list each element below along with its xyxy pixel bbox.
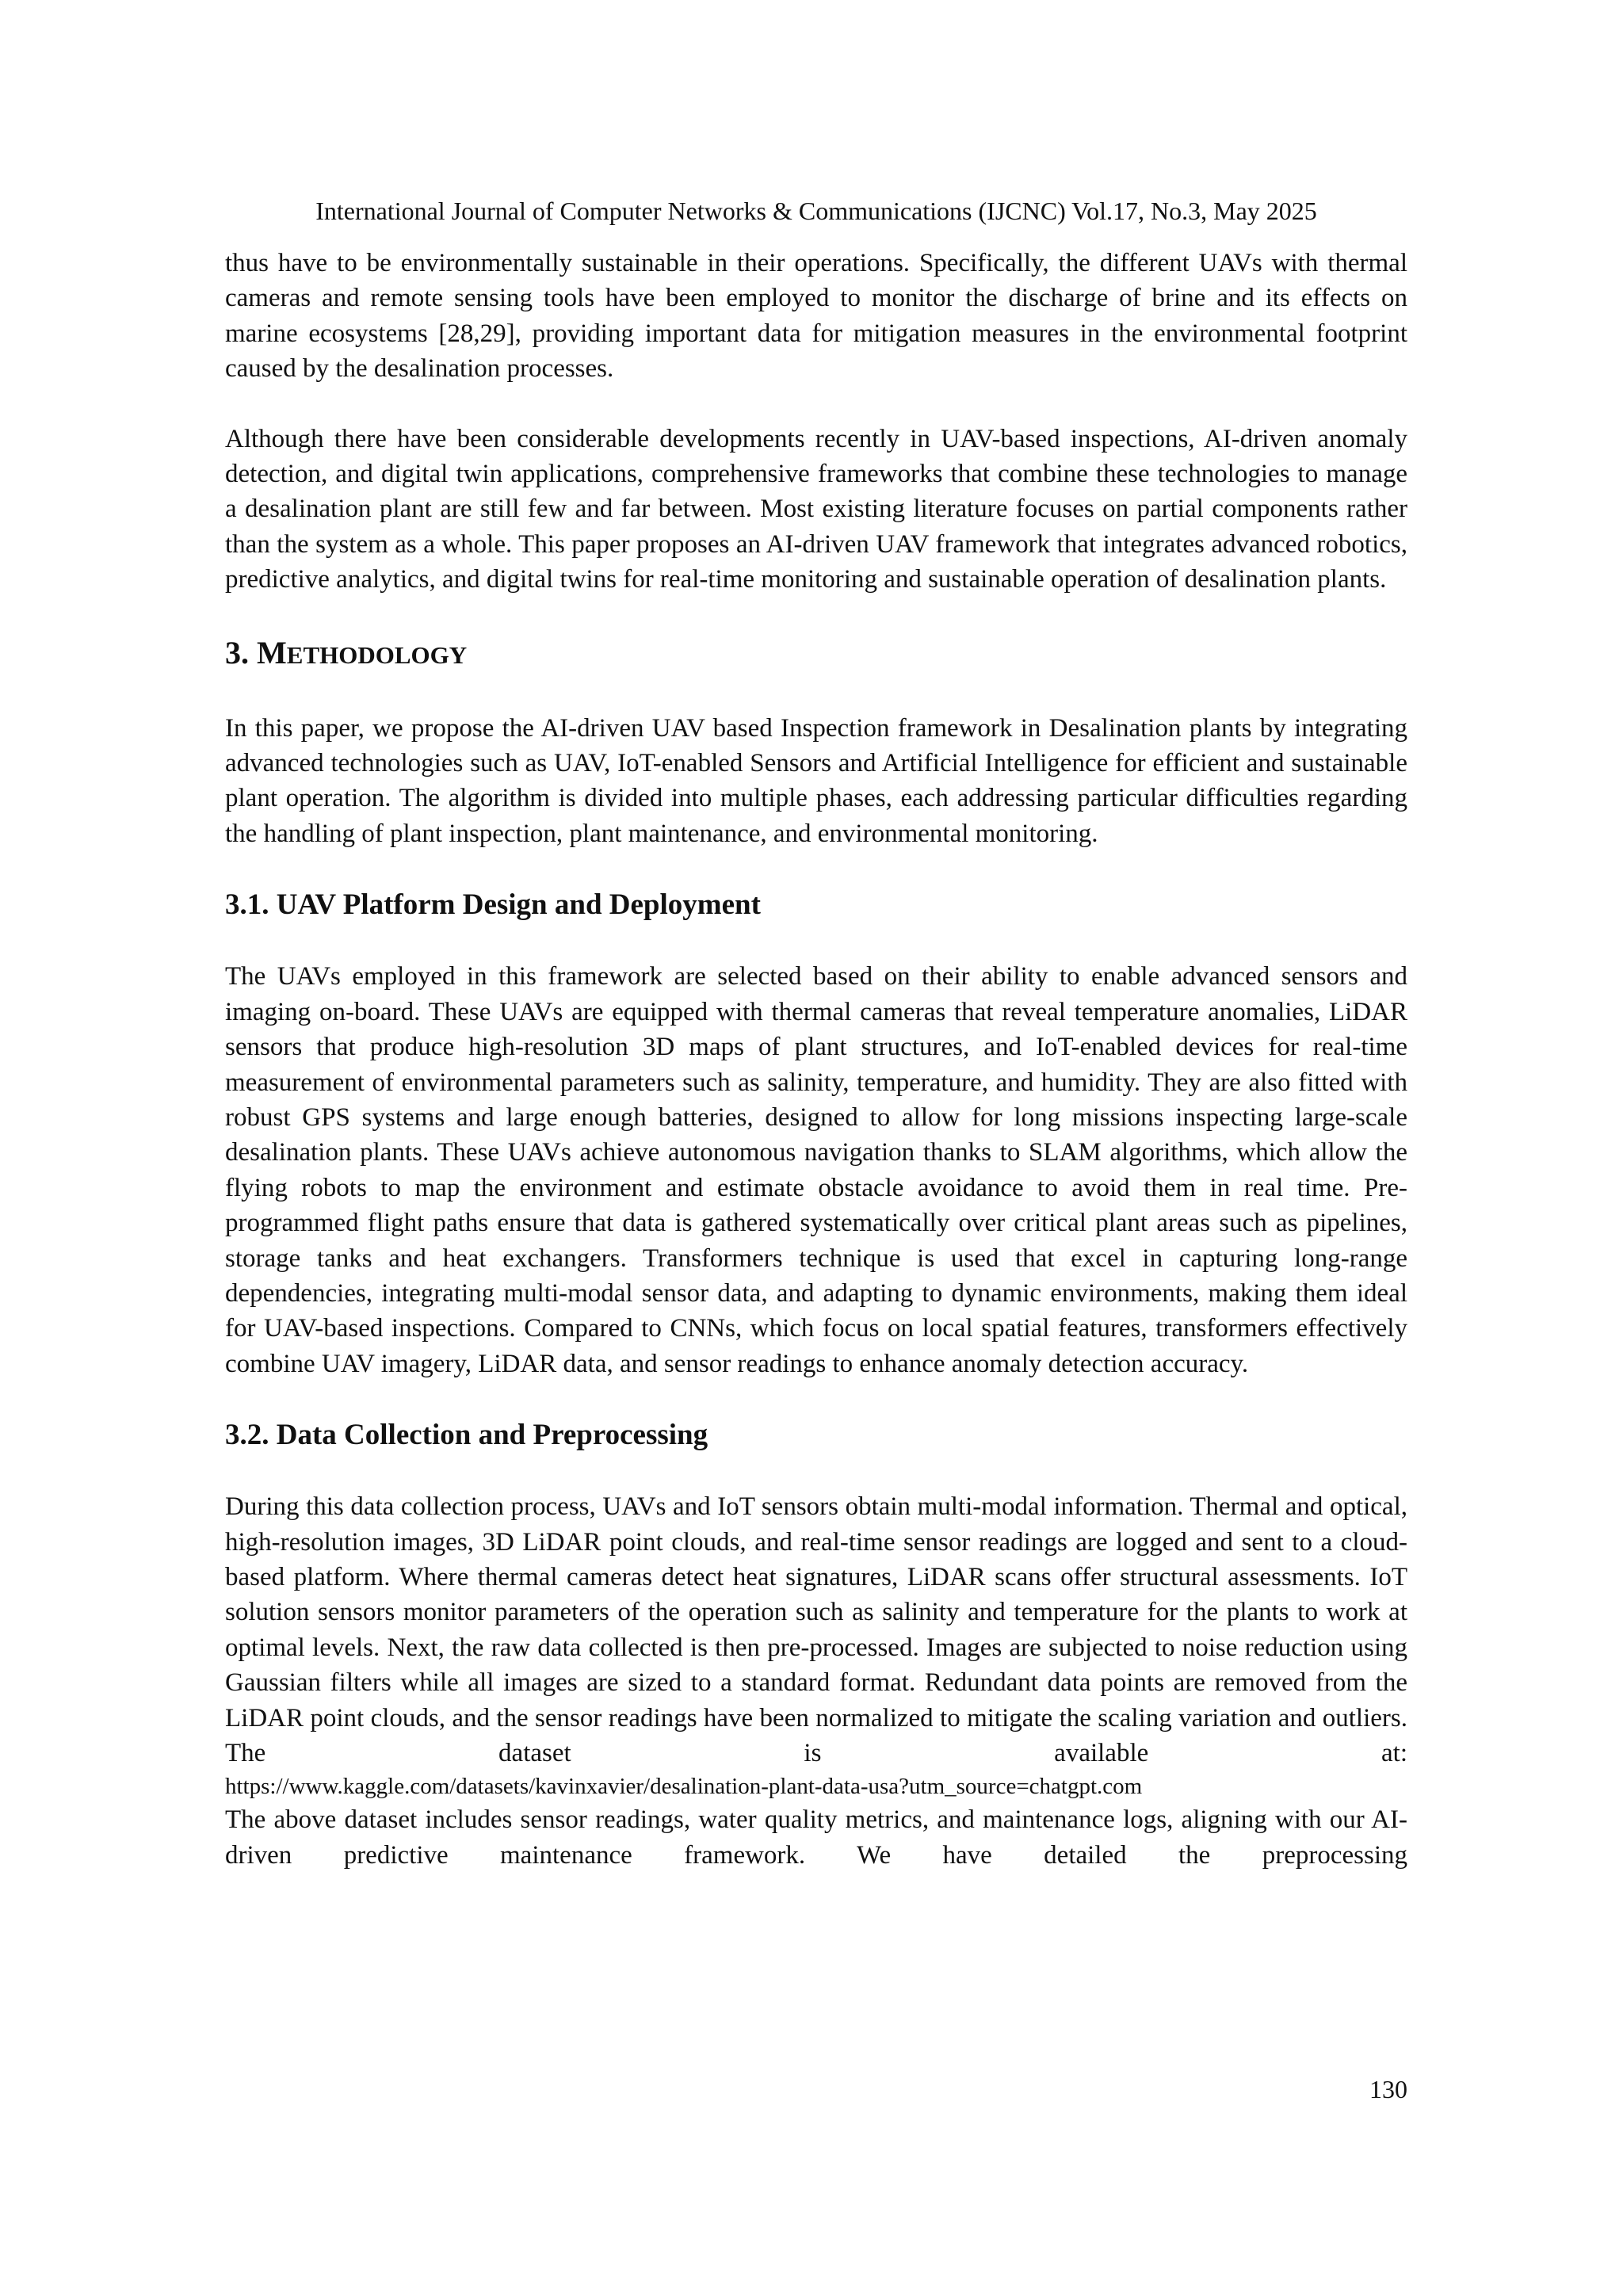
paragraph-data-collection: During this data collection process, UAVs and IoT sensors obtain multi-modal information. Thermal and optical, high-resolution images, 3D LiDAR point clouds, and real-time sensor readings are logged and sent to a cloud-based platform. Where thermal cameras detect heat signatures, LiDAR scans offer structural assessments. IoT solution sensors monitor parameters of the operation such as salinity and temperature for the plants to work at optimal levels. Next, the raw data collected is then pre-processed. Images are subjected to noise reduction using Gaussian filters while all images are sized to a standard format. Redundant data points are removed from the LiDAR point clouds, and the sensor readings have been normalized to mitigate the scaling variation and outliers. The dataset is available at: — [225, 1492, 1407, 1767]
subsection-heading-data-collection: 3.2. Data Collection and Preprocessing — [225, 1419, 708, 1452]
subsection-heading-uav-platform: 3.1. UAV Platform Design and Deployment — [225, 888, 761, 922]
body-text — [225, 246, 1407, 1873]
paragraph-uav-platform: The UAVs employed in this framework are selected based on their ability to enable advanced sensors and imaging on-board. These UAVs are equipped with thermal cameras that reveal temperature anomalies, LiDAR sensors that produce high-resolution 3D maps of plant structures, and IoT-enabled devices for real-time measurement of environmental parameters such as salinity, temperature, and humidity. They are also fitted with robust GPS systems and large enough batteries, designed to allow for long missions inspecting large-scale desalination plants. These UAVs achieve autonomous navigation thanks to SLAM algorithms, which allow the flying robots to map the environment and estimate obstacle avoidance to avoid them in real time. Pre-programmed flight paths ensure that data is gathered systematically over critical plant areas such as pipelines, storage tanks and heat exchangers. Transformers technique is used that excel in capturing long-range dependencies, integrating multi-modal sensor data, and adapting to dynamic environments, making them ideal for UAV-based inspections. Compared to CNNs, which focus on local spatial features, transformers effectively combine UAV imagery, LiDAR data, and sensor readings to enhance anomaly detection accuracy. — [225, 962, 1407, 1378]
section-heading-methodology — [225, 632, 1407, 676]
paragraph-methodology-intro: In this paper, we propose the AI-driven UAV based Inspection framework in Desalination plants by integrating advanced technologies such as UAV, IoT-enabled Sensors and Artificial Intelligence for efficient and sustainable plant operation. The algorithm is divided into multiple phases, each addressing particular difficulties regarding the handling of plant inspection, plant maintenance, and environmental monitoring. — [225, 713, 1407, 848]
running-header: International Journal of Computer Networks & Communications (IJCNC) Vol.17, No.3, May 2025 — [315, 197, 1317, 225]
dataset-url-link[interactable]: https://www.kaggle.com/datasets/kavinxavier/desalination-plant-data-usa?utm_source=chatgpt.com — [225, 1774, 1143, 1800]
paragraph-dataset-description: The above dataset includes sensor readings, water quality metrics, and maintenance logs, aligning with our AI-driven predictive maintenance framework. We have detailed the preprocessing — [225, 1805, 1407, 1870]
page-number: 130 — [1369, 2075, 1407, 2103]
paragraph-research-gap: Although there have been considerable developments recently in UAV-based inspections, AI-driven anomaly detection, and digital twin applications, comprehensive frameworks that combine these technologies to manage a desalination plant are still few and far between. Most existing literature focuses on partial components rather than the system as a whole. This paper proposes an AI-driven UAV framework that integrates advanced robotics, predictive analytics, and digital twins for real-time monitoring and sustainable operation of desalination plants. — [225, 424, 1407, 594]
section-heading-smallcaps: ETHODOLOGY — [286, 640, 468, 669]
section-heading-number: 3. M — [225, 634, 287, 670]
paragraph-brine-monitoring: thus have to be environmentally sustainable in their operations. Specifically, the different UAVs with thermal cameras and remote sensing tools have been employed to monitor the discharge of brine and its effects on marine ecosystems [28,29], providing important data for mitigation measures in the environmental footprint caused by the desalination processes. — [225, 249, 1407, 384]
